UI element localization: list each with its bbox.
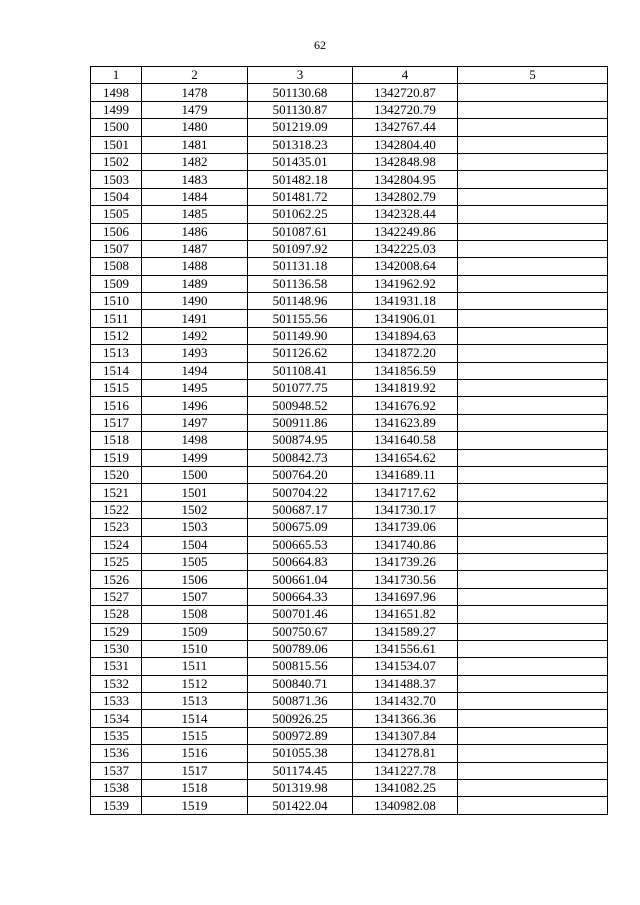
table-cell-col-4: 1342802.79 bbox=[353, 188, 458, 205]
table-cell-col-5 bbox=[458, 501, 608, 518]
table-cell-col-4: 1341589.27 bbox=[353, 623, 458, 640]
table-cell-col-1: 1517 bbox=[91, 414, 142, 431]
table-cell-col-5 bbox=[458, 206, 608, 223]
table-row bbox=[91, 501, 608, 518]
table-cell-col-2: 1491 bbox=[142, 310, 248, 327]
table-cell-col-1: 1502 bbox=[91, 153, 142, 170]
table-cell-col-3: 500874.95 bbox=[248, 432, 353, 449]
table-cell-col-3: 500948.52 bbox=[248, 397, 353, 414]
table-cell-col-2: 1518 bbox=[142, 780, 248, 797]
table-cell-col-5 bbox=[458, 571, 608, 588]
table-cell-col-4: 1341623.89 bbox=[353, 414, 458, 431]
table-row bbox=[91, 519, 608, 536]
table-cell-col-4: 1341819.92 bbox=[353, 380, 458, 397]
table-cell-col-4: 1341654.62 bbox=[353, 449, 458, 466]
table-cell-col-3: 501126.62 bbox=[248, 345, 353, 362]
table-cell-col-2: 1514 bbox=[142, 710, 248, 727]
table-cell-col-1: 1518 bbox=[91, 432, 142, 449]
table-cell-col-2: 1502 bbox=[142, 501, 248, 518]
table-cell-col-2: 1483 bbox=[142, 171, 248, 188]
table-cell-col-4: 1341931.18 bbox=[353, 293, 458, 310]
table-cell-col-1: 1507 bbox=[91, 240, 142, 257]
table-cell-col-1: 1511 bbox=[91, 310, 142, 327]
table-cell-col-1: 1506 bbox=[91, 223, 142, 240]
table-cell-col-5 bbox=[458, 658, 608, 675]
table-cell-col-4: 1342767.44 bbox=[353, 119, 458, 136]
table-cell-col-5 bbox=[458, 240, 608, 257]
table-row bbox=[91, 275, 608, 292]
table-cell-col-5 bbox=[458, 101, 608, 118]
table-cell-col-4: 1342225.03 bbox=[353, 240, 458, 257]
table-cell-col-3: 500911.86 bbox=[248, 414, 353, 431]
table-cell-col-4: 1342720.87 bbox=[353, 84, 458, 101]
table-cell-col-5 bbox=[458, 745, 608, 762]
table-cell-col-3: 500764.20 bbox=[248, 466, 353, 483]
table-cell-col-3: 501097.92 bbox=[248, 240, 353, 257]
table-cell-col-5 bbox=[458, 119, 608, 136]
table-cell-col-1: 1515 bbox=[91, 380, 142, 397]
table-cell-col-5 bbox=[458, 640, 608, 657]
table-cell-col-2: 1493 bbox=[142, 345, 248, 362]
coordinates-table bbox=[90, 66, 608, 815]
table-cell-col-5 bbox=[458, 588, 608, 605]
table-cell-col-4: 1341651.82 bbox=[353, 606, 458, 623]
table-cell-col-4: 1342848.98 bbox=[353, 153, 458, 170]
table-cell-col-1: 1532 bbox=[91, 675, 142, 692]
table-cell-col-3: 500840.71 bbox=[248, 675, 353, 692]
table-row bbox=[91, 171, 608, 188]
column-header-4: 4 bbox=[353, 67, 458, 84]
table-cell-col-1: 1531 bbox=[91, 658, 142, 675]
table-row bbox=[91, 136, 608, 153]
table-cell-col-2: 1490 bbox=[142, 293, 248, 310]
table-cell-col-3: 500926.25 bbox=[248, 710, 353, 727]
table-row bbox=[91, 484, 608, 501]
table-cell-col-1: 1537 bbox=[91, 762, 142, 779]
table-cell-col-5 bbox=[458, 293, 608, 310]
table-cell-col-5 bbox=[458, 432, 608, 449]
table-row bbox=[91, 640, 608, 657]
table-row bbox=[91, 588, 608, 605]
table-cell-col-5 bbox=[458, 414, 608, 431]
table-cell-col-2: 1499 bbox=[142, 449, 248, 466]
table-cell-col-2: 1511 bbox=[142, 658, 248, 675]
table-cell-col-5 bbox=[458, 310, 608, 327]
table-cell-col-2: 1487 bbox=[142, 240, 248, 257]
table-cell-col-5 bbox=[458, 797, 608, 814]
table-cell-col-1: 1536 bbox=[91, 745, 142, 762]
column-header-2: 2 bbox=[142, 67, 248, 84]
table-cell-col-4: 1341962.92 bbox=[353, 275, 458, 292]
table-cell-col-1: 1533 bbox=[91, 693, 142, 710]
table-cell-col-2: 1505 bbox=[142, 553, 248, 570]
table-cell-col-2: 1488 bbox=[142, 258, 248, 275]
table-cell-col-2: 1492 bbox=[142, 327, 248, 344]
table-row bbox=[91, 188, 608, 205]
table-cell-col-1: 1514 bbox=[91, 362, 142, 379]
table-cell-col-1: 1524 bbox=[91, 536, 142, 553]
table-cell-col-1: 1523 bbox=[91, 519, 142, 536]
table-cell-col-1: 1512 bbox=[91, 327, 142, 344]
table-cell-col-3: 501155.56 bbox=[248, 310, 353, 327]
table-cell-col-3: 501482.18 bbox=[248, 171, 353, 188]
table-cell-col-3: 501318.23 bbox=[248, 136, 353, 153]
table-cell-col-5 bbox=[458, 223, 608, 240]
table-cell-col-4: 1342804.95 bbox=[353, 171, 458, 188]
table-row bbox=[91, 606, 608, 623]
table-cell-col-2: 1513 bbox=[142, 693, 248, 710]
table-cell-col-4: 1341740.86 bbox=[353, 536, 458, 553]
table-cell-col-2: 1486 bbox=[142, 223, 248, 240]
table-cell-col-4: 1341227.78 bbox=[353, 762, 458, 779]
table-cell-col-2: 1498 bbox=[142, 432, 248, 449]
table-cell-col-5 bbox=[458, 258, 608, 275]
table-row bbox=[91, 693, 608, 710]
table-cell-col-2: 1519 bbox=[142, 797, 248, 814]
table-cell-col-1: 1520 bbox=[91, 466, 142, 483]
table-cell-col-3: 500664.83 bbox=[248, 553, 353, 570]
table-cell-col-3: 501319.98 bbox=[248, 780, 353, 797]
table-cell-col-4: 1341717.62 bbox=[353, 484, 458, 501]
table-cell-col-3: 500701.46 bbox=[248, 606, 353, 623]
table-cell-col-3: 501131.18 bbox=[248, 258, 353, 275]
table-row bbox=[91, 153, 608, 170]
table-row bbox=[91, 745, 608, 762]
table-header-row bbox=[91, 67, 608, 84]
table-cell-col-3: 501435.01 bbox=[248, 153, 353, 170]
table-cell-col-5 bbox=[458, 188, 608, 205]
table-cell-col-2: 1517 bbox=[142, 762, 248, 779]
table-cell-col-3: 501422.04 bbox=[248, 797, 353, 814]
table-cell-col-5 bbox=[458, 762, 608, 779]
table-cell-col-4: 1341906.01 bbox=[353, 310, 458, 327]
table-cell-col-4: 1342328.44 bbox=[353, 206, 458, 223]
table-row bbox=[91, 710, 608, 727]
table-cell-col-1: 1498 bbox=[91, 84, 142, 101]
table-row bbox=[91, 727, 608, 744]
table-cell-col-1: 1508 bbox=[91, 258, 142, 275]
table-cell-col-3: 500664.33 bbox=[248, 588, 353, 605]
table-cell-col-1: 1535 bbox=[91, 727, 142, 744]
table-cell-col-4: 1341730.17 bbox=[353, 501, 458, 518]
table-cell-col-3: 501219.09 bbox=[248, 119, 353, 136]
column-header-5: 5 bbox=[458, 67, 608, 84]
table-cell-col-1: 1539 bbox=[91, 797, 142, 814]
table-cell-col-2: 1503 bbox=[142, 519, 248, 536]
table-row bbox=[91, 293, 608, 310]
table-cell-col-4: 1341856.59 bbox=[353, 362, 458, 379]
table-row bbox=[91, 84, 608, 101]
table-cell-col-5 bbox=[458, 380, 608, 397]
table-row bbox=[91, 571, 608, 588]
table-cell-col-1: 1504 bbox=[91, 188, 142, 205]
table-cell-col-3: 501130.87 bbox=[248, 101, 353, 118]
table-cell-col-2: 1481 bbox=[142, 136, 248, 153]
table-cell-col-5 bbox=[458, 606, 608, 623]
table-cell-col-1: 1500 bbox=[91, 119, 142, 136]
table-cell-col-2: 1485 bbox=[142, 206, 248, 223]
table-cell-col-3: 501062.25 bbox=[248, 206, 353, 223]
table-cell-col-5 bbox=[458, 449, 608, 466]
table-row bbox=[91, 797, 608, 814]
table-cell-col-4: 1342720.79 bbox=[353, 101, 458, 118]
table-cell-col-5 bbox=[458, 623, 608, 640]
table-row bbox=[91, 449, 608, 466]
table-cell-col-2: 1479 bbox=[142, 101, 248, 118]
table-cell-col-4: 1341739.06 bbox=[353, 519, 458, 536]
table-row bbox=[91, 223, 608, 240]
column-header-1: 1 bbox=[91, 67, 142, 84]
table-cell-col-2: 1512 bbox=[142, 675, 248, 692]
table-cell-col-4: 1341739.26 bbox=[353, 553, 458, 570]
table-cell-col-4: 1341556.61 bbox=[353, 640, 458, 657]
table-row bbox=[91, 310, 608, 327]
table-cell-col-2: 1510 bbox=[142, 640, 248, 657]
table-row bbox=[91, 432, 608, 449]
table-row bbox=[91, 414, 608, 431]
table-row bbox=[91, 240, 608, 257]
table-cell-col-3: 501481.72 bbox=[248, 188, 353, 205]
table-cell-col-3: 500687.17 bbox=[248, 501, 353, 518]
table-cell-col-3: 500665.53 bbox=[248, 536, 353, 553]
table-cell-col-5 bbox=[458, 397, 608, 414]
table-cell-col-2: 1501 bbox=[142, 484, 248, 501]
table-cell-col-1: 1516 bbox=[91, 397, 142, 414]
table-cell-col-3: 501148.96 bbox=[248, 293, 353, 310]
table-cell-col-2: 1478 bbox=[142, 84, 248, 101]
table-cell-col-2: 1516 bbox=[142, 745, 248, 762]
table-cell-col-2: 1500 bbox=[142, 466, 248, 483]
table-cell-col-1: 1503 bbox=[91, 171, 142, 188]
table-cell-col-1: 1521 bbox=[91, 484, 142, 501]
table-cell-col-5 bbox=[458, 466, 608, 483]
table-cell-col-3: 500842.73 bbox=[248, 449, 353, 466]
table-cell-col-5 bbox=[458, 519, 608, 536]
table-cell-col-1: 1526 bbox=[91, 571, 142, 588]
table-row bbox=[91, 466, 608, 483]
table-cell-col-5 bbox=[458, 675, 608, 692]
table-cell-col-4: 1341488.37 bbox=[353, 675, 458, 692]
table-cell-col-3: 501136.58 bbox=[248, 275, 353, 292]
table-cell-col-3: 501130.68 bbox=[248, 84, 353, 101]
column-header-3: 3 bbox=[248, 67, 353, 84]
table-row bbox=[91, 258, 608, 275]
table-cell-col-5 bbox=[458, 84, 608, 101]
table-cell-col-5 bbox=[458, 553, 608, 570]
table-cell-col-4: 1342804.40 bbox=[353, 136, 458, 153]
table-row bbox=[91, 345, 608, 362]
table-cell-col-2: 1504 bbox=[142, 536, 248, 553]
table-row bbox=[91, 397, 608, 414]
table-cell-col-1: 1519 bbox=[91, 449, 142, 466]
table-cell-col-2: 1508 bbox=[142, 606, 248, 623]
table-cell-col-4: 1341730.56 bbox=[353, 571, 458, 588]
table-row bbox=[91, 327, 608, 344]
table-cell-col-1: 1501 bbox=[91, 136, 142, 153]
table-cell-col-5 bbox=[458, 693, 608, 710]
table-cell-col-4: 1341676.92 bbox=[353, 397, 458, 414]
table-cell-col-1: 1522 bbox=[91, 501, 142, 518]
table-row bbox=[91, 362, 608, 379]
table-cell-col-2: 1489 bbox=[142, 275, 248, 292]
table-cell-col-2: 1507 bbox=[142, 588, 248, 605]
table-cell-col-4: 1341366.36 bbox=[353, 710, 458, 727]
table-row bbox=[91, 119, 608, 136]
table-cell-col-3: 501087.61 bbox=[248, 223, 353, 240]
table-cell-col-4: 1341872.20 bbox=[353, 345, 458, 362]
table-cell-col-3: 501174.45 bbox=[248, 762, 353, 779]
table-cell-col-5 bbox=[458, 362, 608, 379]
table-cell-col-5 bbox=[458, 136, 608, 153]
table-cell-col-4: 1341278.81 bbox=[353, 745, 458, 762]
table-cell-col-2: 1509 bbox=[142, 623, 248, 640]
table-cell-col-5 bbox=[458, 484, 608, 501]
table-cell-col-3: 501149.90 bbox=[248, 327, 353, 344]
table-cell-col-3: 500661.04 bbox=[248, 571, 353, 588]
table-row bbox=[91, 553, 608, 570]
table-cell-col-4: 1341534.07 bbox=[353, 658, 458, 675]
table-cell-col-1: 1509 bbox=[91, 275, 142, 292]
table-cell-col-3: 500704.22 bbox=[248, 484, 353, 501]
table-cell-col-5 bbox=[458, 327, 608, 344]
table-cell-col-4: 1341307.84 bbox=[353, 727, 458, 744]
table-cell-col-4: 1340982.08 bbox=[353, 797, 458, 814]
table-row bbox=[91, 101, 608, 118]
table-cell-col-2: 1484 bbox=[142, 188, 248, 205]
table-cell-col-5 bbox=[458, 345, 608, 362]
table-body bbox=[91, 84, 608, 814]
table-cell-col-2: 1494 bbox=[142, 362, 248, 379]
table-cell-col-3: 501077.75 bbox=[248, 380, 353, 397]
table-row bbox=[91, 206, 608, 223]
table-cell-col-1: 1510 bbox=[91, 293, 142, 310]
table-cell-col-4: 1341697.96 bbox=[353, 588, 458, 605]
table-cell-col-1: 1530 bbox=[91, 640, 142, 657]
table-row bbox=[91, 536, 608, 553]
table-cell-col-4: 1341082.25 bbox=[353, 780, 458, 797]
table-row bbox=[91, 658, 608, 675]
table-cell-col-2: 1497 bbox=[142, 414, 248, 431]
table-cell-col-2: 1506 bbox=[142, 571, 248, 588]
table-cell-col-1: 1534 bbox=[91, 710, 142, 727]
table-cell-col-2: 1495 bbox=[142, 380, 248, 397]
table-cell-col-1: 1538 bbox=[91, 780, 142, 797]
page-number: 62 bbox=[314, 38, 326, 52]
table-cell-col-4: 1341894.63 bbox=[353, 327, 458, 344]
table-cell-col-2: 1496 bbox=[142, 397, 248, 414]
table-cell-col-1: 1529 bbox=[91, 623, 142, 640]
table-cell-col-1: 1513 bbox=[91, 345, 142, 362]
table-cell-col-3: 501055.38 bbox=[248, 745, 353, 762]
table-cell-col-4: 1342249.86 bbox=[353, 223, 458, 240]
table-cell-col-1: 1528 bbox=[91, 606, 142, 623]
table-cell-col-3: 500675.09 bbox=[248, 519, 353, 536]
table-cell-col-3: 500789.06 bbox=[248, 640, 353, 657]
table-cell-col-4: 1342008.64 bbox=[353, 258, 458, 275]
table-cell-col-2: 1482 bbox=[142, 153, 248, 170]
table-cell-col-3: 500750.67 bbox=[248, 623, 353, 640]
table-cell-col-2: 1515 bbox=[142, 727, 248, 744]
table-row bbox=[91, 380, 608, 397]
table-cell-col-4: 1341432.70 bbox=[353, 693, 458, 710]
table-cell-col-5 bbox=[458, 171, 608, 188]
table-cell-col-5 bbox=[458, 275, 608, 292]
table-cell-col-2: 1480 bbox=[142, 119, 248, 136]
table-cell-col-4: 1341689.11 bbox=[353, 466, 458, 483]
table-cell-col-5 bbox=[458, 536, 608, 553]
table-cell-col-3: 500972.89 bbox=[248, 727, 353, 744]
table-cell-col-3: 501108.41 bbox=[248, 362, 353, 379]
table-cell-col-5 bbox=[458, 780, 608, 797]
table-cell-col-3: 500815.56 bbox=[248, 658, 353, 675]
table-cell-col-1: 1505 bbox=[91, 206, 142, 223]
table-cell-col-3: 500871.36 bbox=[248, 693, 353, 710]
table-row bbox=[91, 623, 608, 640]
table-cell-col-1: 1499 bbox=[91, 101, 142, 118]
table-row bbox=[91, 780, 608, 797]
table-row bbox=[91, 762, 608, 779]
table-cell-col-1: 1525 bbox=[91, 553, 142, 570]
table-cell-col-5 bbox=[458, 710, 608, 727]
table-cell-col-1: 1527 bbox=[91, 588, 142, 605]
table-row bbox=[91, 675, 608, 692]
table-cell-col-4: 1341640.58 bbox=[353, 432, 458, 449]
table-cell-col-5 bbox=[458, 727, 608, 744]
table-cell-col-5 bbox=[458, 153, 608, 170]
